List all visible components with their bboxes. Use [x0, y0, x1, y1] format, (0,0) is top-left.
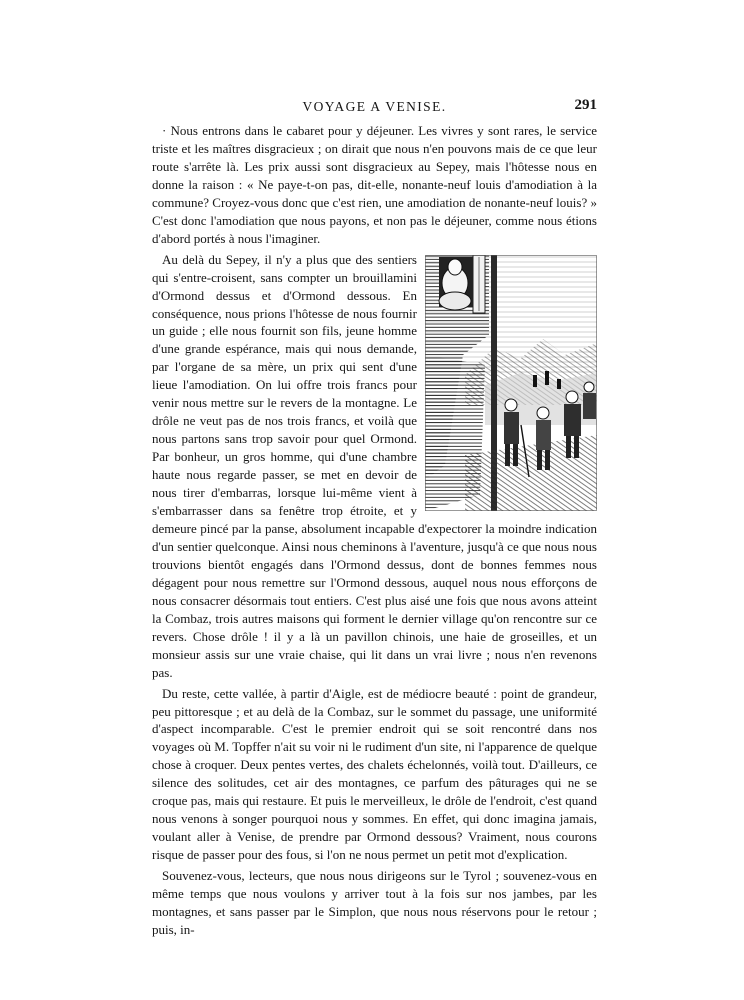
paragraph — [152, 251, 597, 682]
engraving-illustration — [425, 255, 597, 511]
paragraph-text: Au delà du Sepey, il n'y a plus que des sentiers qui s'entre-croisent, sans compter un brouillamini d'Ormond dessus et d'Ormond dessous. En conséquence, nous prions l'hôtesse de nous fournir un guide ; elle nous fournit son fils, jeune homme d'une grande espérance, mais qui nous demande, par l'organe de sa mère, un prix qui sent d'une lieue l'amodiation. On lui offre trois francs pour venir nous mettre sur le revers de la montagne. Le drôle ne veut pas de nos trois francs, et voilà que nous partons sans trop savoir pour quel Ormond. Par bonheur, un gros homme, qui d'une chambre haute nous regarde passer, se met en devoir de nous tirer d'embarras, lorsque lui-même vient à s'embarrasser dans sa fenêtre trop étroite, et y demeure pincé par la panse, absolument incapable d'expectorer la moindre indication d'un sentier quelconque. Ainsi nous cheminons à l'aventure, jusqu'à ce que nous nous trouvions bientôt engagés dans l'Ormond dessus, dont de bonnes femmes nous dégagent pour nous remettre sur l'Ormond dessous, auquel nous nous efforçons de nous consacrer désormais tout entiers. C'est plus aisé une fois que nous avons atteint la Combaz, trois autres maisons qui forment le dernier village qu'on rencontre sur ce revers. Chose drôle ! il y a là un pavillon chinois, une haie de groseilles, et un monsieur assis sur une vraie chaise, qui lit dans un vrai livre ; nous n'en revenons pas. — [152, 251, 597, 680]
running-title: VOYAGE A VENISE. — [302, 99, 447, 114]
engraving-drawing — [425, 255, 597, 511]
paragraph: Du reste, cette vallée, à partir d'Aigle, est de médiocre beauté : point de grandeur, peu pittoresque ; et au delà de la Combaz, sur le sommet du passage, une uniformité d'aspect incomparable. C'est le premier endroit qui se soit rencontré dans nos voyages où M. Topffer n'ait su voir ni le rudiment d'un site, ni l'apparence de quelque chose à croquer. Deux pentes vertes, des chalets échelonnés, voilà tout. D'ailleurs, ce silence des solitudes, cet air des montagnes, ce parfum des pâturages qui ne se croque pas, mais qui restaure. Et puis le merveilleux, le drôle de l'endroit, c'est quand nous venons à songer pourquoi nous y sommes. En effet, qui donc imagina jamais, voulant aller à Venise, de prendre par Ormond dessous? Vraiment, nous courons risque de passer pour des fous, si l'on ne nous permet un petit mot d'explication. — [152, 685, 597, 863]
paragraph: · Nous entrons dans le cabaret pour y déjeuner. Les vivres y sont rares, le service triste et les maîtres disgracieux ; on dirait que nous n'en pouvons mais de ce que leur route s'arrête là. Les prix aussi sont disgracieux au Sepey, mais l'hôtesse nous en donne la raison : « Ne paye-t-on pas, dit-elle, nonante-neuf louis d'amodiation à la commune? Croyez-vous donc que c'est rien, une amodiation de nonante-neuf louis? » C'est donc l'amodiation que nous payons, et non pas le déjeuner, comme nous étions d'abord portés à nous l'imaginer. — [152, 123, 597, 246]
page-header — [152, 97, 597, 119]
page-number: 291 — [574, 97, 597, 113]
paragraph: Souvenez-vous, lecteurs, que nous nous dirigeons sur le Tyrol ; souvenez-vous en même temps que nous voulons y arriver tout à la fois sur nos jambes, par les montagnes, et sans passer par le Simplon, que nous nous réservons pour le retour ; puis, in- — [152, 868, 597, 937]
text-block — [152, 122, 597, 939]
